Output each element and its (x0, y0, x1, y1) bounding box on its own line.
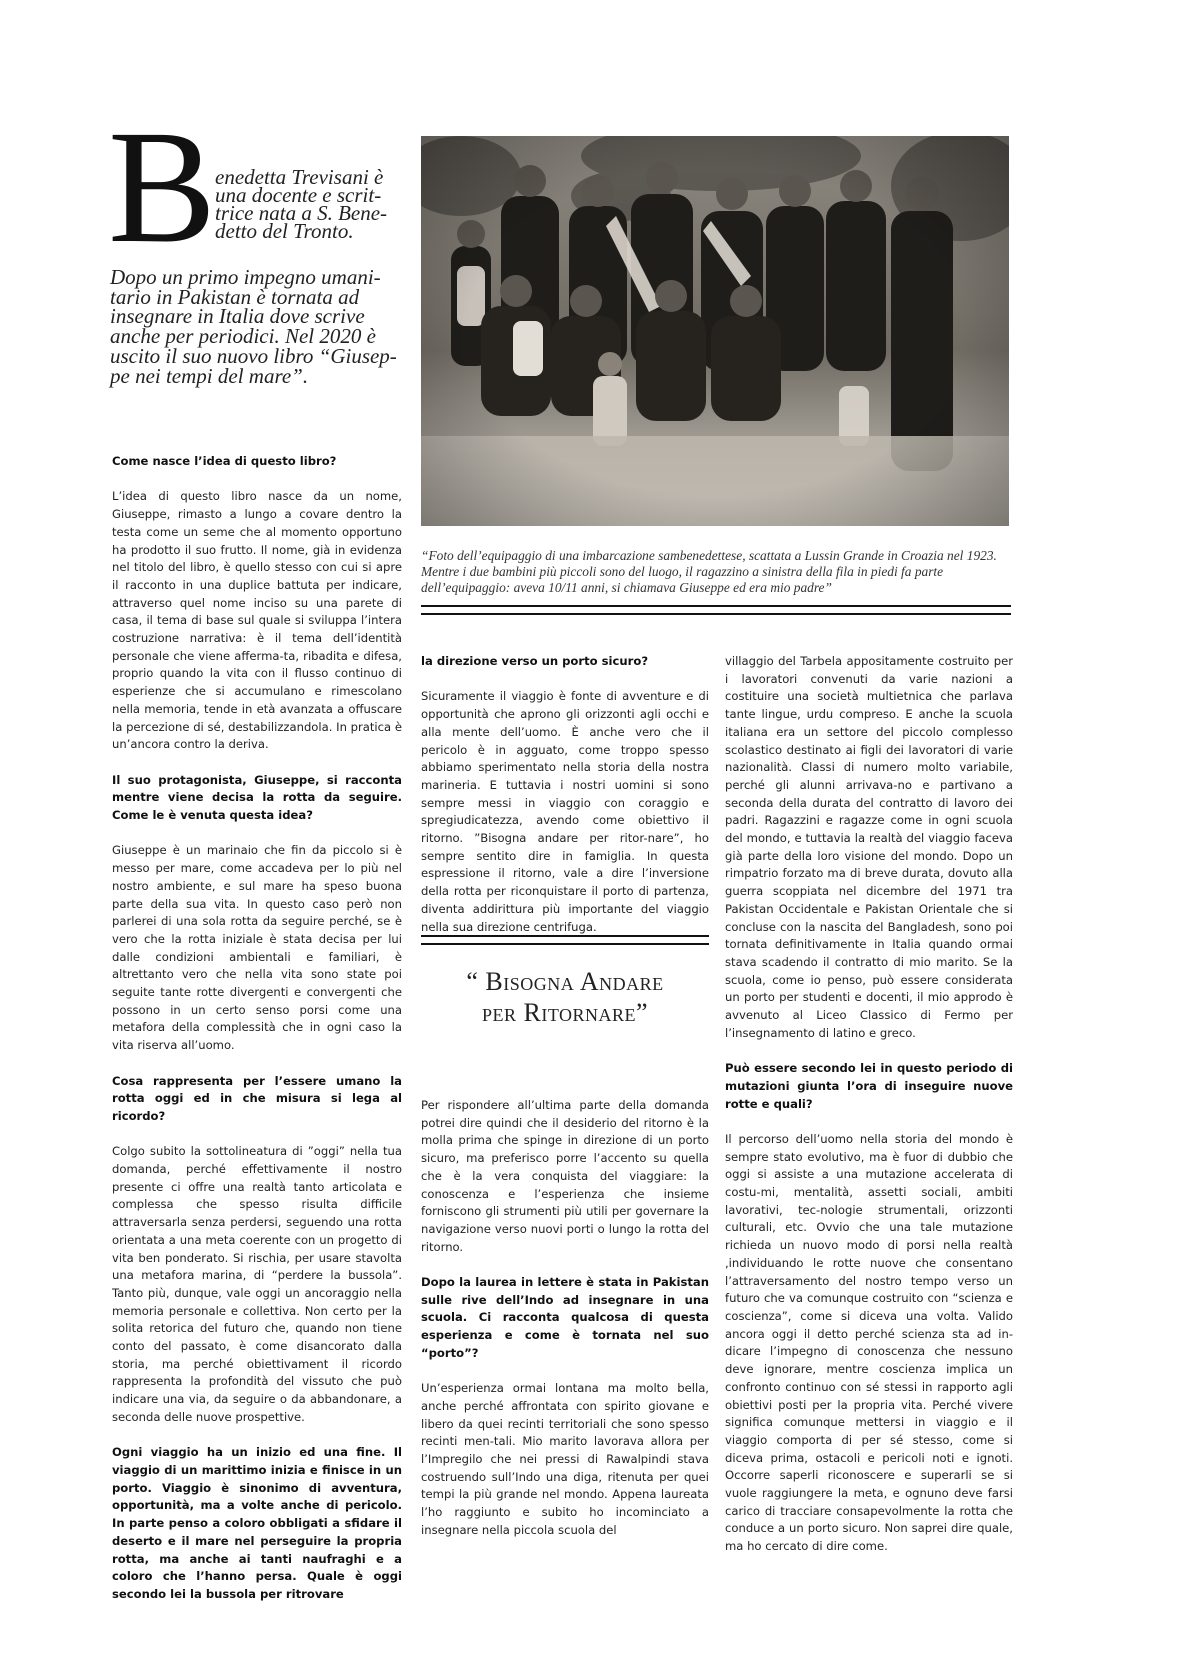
pull-quote-line: “ Bisogna Andare (466, 967, 664, 996)
column-3 (725, 653, 1013, 1574)
intro-text-top (215, 165, 405, 243)
answer-paragraph: Il percorso dell’uomo nella storia del mondo è sempre stato evolutivo, ma è fuor di dubbio che oggi si assiste a una mutazione accelerata di costu-mi, mentalità, assetti sociali, ambiti lavorativi, tec-nologie strumentali, orizzonti culturali, etc. Ovvio che una tale mutazione richieda un nuovo modo di porsi nella realtà ,individuando le rotte nuove che consentano l’attraversamento del nostro tempo verso un futuro che va comunque costruito con “scienza e coscienza”, come si diceva una volta. Valido ancora oggi il detto perché scienza sta ad in-dicare l’impegno di conoscenza che nessuno deve ignorare, mentre coscienza implica un confronto continuo con sé stessi in rapporto agli obiettivi posti per la propria vita. Perché vivere significa comunque mettersi in viaggio e il viaggio comporta di per sé stesso, come si diceva prima, ostacoli e pericoli noti e ignoti. Occorre saperli riconoscere e superarli se si vuole raggiungere la meta, e ognuno deve farsi carico di tracciare consapevolmente la rotta che conduce a un porto sicuro. Non saprei dire quale, ma ho cercato di dire come. (725, 1131, 1013, 1554)
double-rule-divider (421, 605, 1011, 615)
question-heading: Ogni viaggio ha un inizio ed una fine. Il viaggio di un marittimo inizia e finisce in un porto. Viaggio è sinonimo di avventura, opportunità, ma a volte anche di pericolo. In parte penso a coloro obbligati a sfidare il deserto e il mare nel perseguire la propria rotta, ma anche ai tanti naufraghi e a coloro che l’hanno persa. Quale è oggi secondo lei la bussola per ritrovare (112, 1445, 402, 1601)
question-heading: Il suo protagonista, Giuseppe, si racconta mentre viene decisa la rotta da seguire. Come le è venuta questa idea? (112, 772, 402, 823)
question-heading: Cosa rappresenta per l’essere umano la rotta oggi ed in che misura si lega al ricordo? (112, 1073, 402, 1123)
pull-quote (421, 966, 709, 1028)
answer-paragraph: villaggio del Tarbela appositamente costruito per i lavoratori convenuti da varie nazioni a costituire una società multietnica che parlava tante lingue, urdu compreso. E anche la scuola italiana era un settore del piccolo complesso scolastico destinato ai figli dei lavoratori di varie nazionalità. Classi di numero molto variabile, perché gli alunni arrivava-no e partivano a seconda della durata del contratto di lavoro dei padri. Ragazzini e ragazze come in ogni scuola del mondo, e tuttavia la realtà del viaggio faceva già parte della loro visione del mondo. Dopo un rimpatrio forzato ma di breve durata, dovuto alla guerra scoppiata nel dicembre del 1971 tra Pakistan Occidentale e Pakistan Orientale che si concluse con la nascita del Bangladesh, sono poi tornata definitivamente in Italia quando ormai stava scadendo il contratto di mio marito. Se la scuola, come io penso, può essere considerata un porto per studenti e docenti, il mio approdo è avvenuto al Liceo Classico di Fermo per l’insegnamento di latino e greco. (725, 654, 1013, 1040)
crew-photo-graphic (421, 136, 1009, 526)
intro-line: una docente e scrit- (215, 183, 382, 207)
intro-line: insegnare in Italia dove scrive (110, 304, 365, 329)
pull-quote-line: per Ritornare” (481, 998, 649, 1027)
column-2 (421, 653, 709, 954)
answer-paragraph: L’idea di questo libro nasce da un nome, Giuseppe, rimasto a lungo a covare dentro la testa come un seme che al momento opportuno ha prodotto il suo frutto. Il nome, già in evidenza nel titolo del libro, è quello stesso con cui si apre il racconto in una duplice battuta per indicare, attraverso quel nome inciso su una parete di casa, il tema di base sul quale si sviluppa l’intera costruzione narrativa: è il tema dell’identità personale che viene afferma-ta, ribadita e difesa, proprio quando la vita con il flusso continuo di esperienze che si accumulano e rimescolano nella memoria, tende in età avanzata a offuscare la percezione di sé, destabilizzandola. In pratica è un’ancora contro la deriva. (112, 489, 402, 752)
answer-paragraph: Sicuramente il viaggio è fonte di avventure e di opportunità che aprono gli orizzonti agli occhi e alla mente dell’uomo. È anche vero che il pericolo è in agguato, come troppo spesso abbiamo sperimentato nella storia della nostra marineria. E tuttavia i nostri uomini si sono sempre messi in viaggio con coraggio e spregiudicatezza, avendo come obiettivo il ritorno. ”Bisogna andare per ritor-nare”, ho sempre sentito dire in famiglia. In questa espressione il ritorno, vale a dire l’inversione della rotta per riconquistare il porto di partenza, diventa addirittura più importante del viaggio nella sua direzione centrifuga. (421, 689, 709, 934)
drop-cap-letter: B (108, 98, 217, 277)
column-2-lower (421, 1097, 709, 1557)
intro-line: tario in Pakistan è tornata ad (110, 284, 360, 309)
intro-line: uscito il suo nuovo libro “Giusep- (110, 343, 397, 368)
intro-line: trice nata a S. Bene- (215, 201, 388, 225)
photo-caption: “Foto dell’equipaggio di una imbarcazione sambenedettese, scattata a Lussin Grande in Croazia nel 1923. Mentre i due bambini più piccoli sono del luogo, il ragazzino a sinistra della fila in piedi fa parte dell’equipaggio: aveva 10/11 anni, si chiamava Giuseppe ed era mio padre” (421, 548, 997, 595)
intro-line: anche per periodici. Nel 2020 è (110, 324, 376, 349)
answer-paragraph: Un’esperienza ormai lontana ma molto bella, anche perché affrontata con spirito giovane e libero da quei recinti territoriali che sono spesso recinti men-tali. Mio marito lavorava allora per l’Impregilo che nei pressi di Rawalpindi stava costruendo sull’Indo una diga, ritenuta per quei tempi la più grande nel mondo. Appena laureata l’ho raggiunto e subito ho incominciato a insegnare nella piccola scuola del (421, 1381, 709, 1537)
crew-photo (421, 136, 1009, 526)
question-heading: Come nasce l’idea di questo libro? (112, 454, 337, 468)
question-heading: Dopo la laurea in lettere è stata in Pakistan sulle rive dell’Indo ad insegnare in una scuola. Ci racconta qualcosa di questa esperienza e come è tornata nel suo “porto”? (421, 1275, 709, 1360)
question-heading: la direzione verso un porto sicuro? (421, 654, 649, 668)
question-heading: Può essere secondo lei in questo periodo di mutazioni giunta l’ora di inseguire nuove rotte e quali? (725, 1061, 1013, 1111)
intro-text-bottom (110, 265, 406, 388)
answer-paragraph: Colgo subito la sottolineatura di ”oggi” nella tua domanda, perché effettivamente il nostro presente ci offre una realtà tanto articolata e complessa che spesso risulta difficile attraversarla senza perdersi, seguendo una rotta orientata a una meta coerente con un progetto di vita ben ponderato. Si rischia, per usare stavolta una metafora marina, di “perdere la bussola”. Tanto più, dunque, vale oggi un ancoraggio nella memoria personale e collettiva. Non certo per la solita retorica del futuro che, quando non tiene conto del passato, è come disancorato dalla storia, ma perché obiettivament il ricordo rappresenta la profondità del vissuto che può indicare una via, da seguire o da abbandonare, a seconda delle nuove prospettive. (112, 1144, 402, 1424)
intro-line: enedetta Trevisani è (215, 165, 384, 189)
answer-paragraph: Per rispondere all’ultima parte della domanda potrei dire quindi che il desiderio del ritorno è la molla prima che spinge in direzione di un porto sicuro, ma preferisco porre l’accento su quella che è la vera conquista del viaggiare: la conoscenza e l’esperienza che insieme forniscono gli strumenti più utili per governare la navigazione verso nuovi porti o lungo la rotta del ritorno. (421, 1098, 709, 1254)
intro-line: Dopo un primo impegno umani- (110, 265, 381, 289)
intro-line: pe nei tempi del mare”. (110, 363, 309, 388)
column-1 (112, 453, 402, 1621)
intro-line: detto del Tronto. (215, 219, 354, 243)
answer-paragraph: Giuseppe è un marinaio che fin da piccolo si è messo per mare, come accadeva per lo più nel nostro ambiente, e sul mare ha speso buona parte della sua vita. In questo caso però non parlerei di una sola rotta da seguire perché, se è vero che la rotta iniziale è stata decisa per lui dalle condizioni ambientali e familiari, è altrettanto vero che nella vita sono state poi seguite tante rotte divergenti e convergenti che possono in un certo senso porsi come una metafora della complessità che in ogni caso la vita riserva all’uomo. (112, 843, 402, 1053)
pull-quote-rule (421, 935, 709, 945)
